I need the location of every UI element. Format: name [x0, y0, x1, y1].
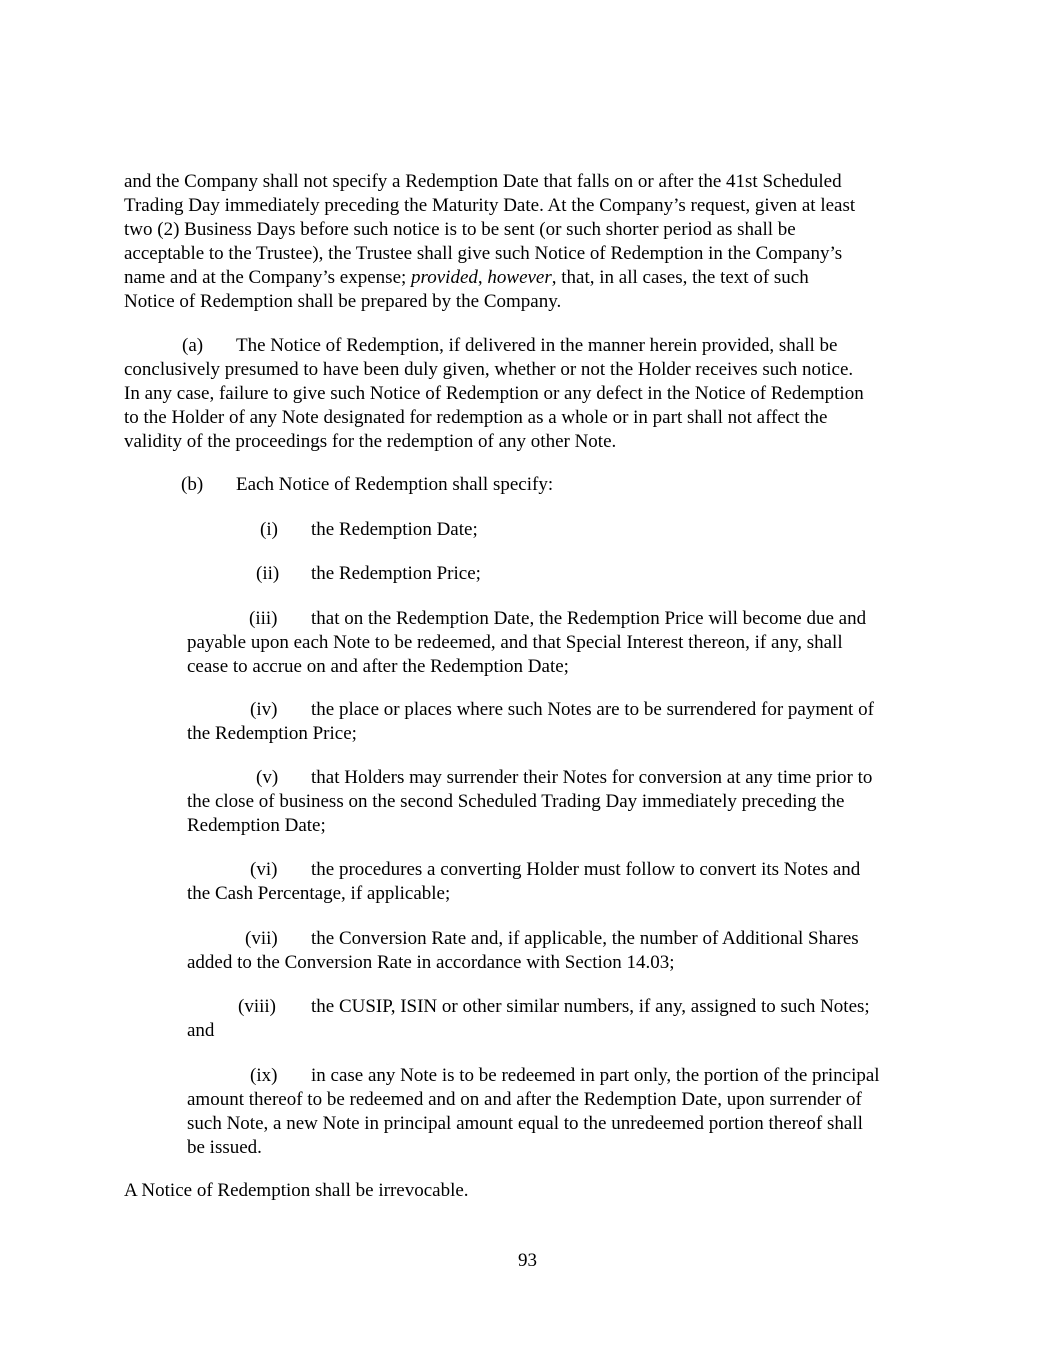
list-item-continuation: the Cash Percentage, if applicable;	[187, 883, 451, 904]
list-item-marker: (iii)	[249, 608, 278, 629]
comma: ,	[477, 267, 488, 288]
paragraph-b-marker: (b)	[181, 474, 204, 495]
list-item-continuation: added to the Conversion Rate in accordance with Section 14.03;	[187, 952, 675, 973]
opening-paragraph	[124, 170, 936, 314]
page-number: 93	[518, 1250, 537, 1271]
list-item-marker: (ix)	[250, 1065, 278, 1086]
list-item-marker: (viii)	[238, 996, 276, 1017]
paragraph-a-first-line	[124, 334, 936, 358]
list-item	[0, 766, 1055, 838]
list-item	[0, 607, 1055, 679]
list-item-continuation: Redemption Date;	[187, 815, 326, 836]
paragraph-a	[124, 334, 936, 454]
list-item-continuation: cease to accrue on and after the Redemption Date;	[187, 656, 569, 677]
list-item-text: the Redemption Price;	[311, 563, 481, 584]
paragraph-b-text: Each Notice of Redemption shall specify:	[236, 474, 554, 495]
opening-line-text: , that, in all cases, the text of such	[551, 267, 809, 288]
opening-line: Trading Day immediately preceding the Maturity Date. At the Company’s request, given at least	[124, 195, 856, 216]
list-item-continuation: amount thereof to be redeemed and on and after the Redemption Date, upon surrender of	[187, 1089, 862, 1110]
paragraph-a-line: In any case, failure to give such Notice of Redemption or any defect in the Notice of Redemption	[124, 383, 864, 404]
list-item-continuation: be issued.	[187, 1137, 262, 1158]
paragraph-a-line: to the Holder of any Note designated for redemption as a whole or in part shall not affect the	[124, 407, 828, 428]
paragraph-a-line: validity of the proceedings for the redemption of any other Note.	[124, 431, 617, 452]
list-item-text: that on the Redemption Date, the Redemption Price will become due and	[311, 608, 867, 629]
list-item-marker: (vii)	[245, 928, 278, 949]
list-item-text: the CUSIP, ISIN or other similar numbers, if any, assigned to such Notes;	[311, 996, 870, 1017]
opening-line: two (2) Business Days before such notice is to be sent (or such shorter period as shall be	[124, 219, 796, 240]
list-item	[0, 927, 1055, 975]
list-item-marker: (i)	[260, 519, 278, 540]
provided-italic: provided	[411, 267, 478, 288]
list-item-continuation: the close of business on the second Scheduled Trading Day immediately preceding the	[187, 791, 845, 812]
list-item	[0, 518, 1055, 542]
list-item-marker: (ii)	[256, 563, 280, 584]
paragraph-a-text: The Notice of Redemption, if delivered in the manner herein provided, shall be	[236, 335, 838, 356]
paragraph-a-marker: (a)	[182, 335, 204, 356]
paragraph-b	[0, 473, 1055, 497]
list-item-text: in case any Note is to be redeemed in part only, the portion of the principal	[311, 1065, 880, 1086]
opening-line: and the Company shall not specify a Redemption Date that falls on or after the 41st Scheduled	[124, 171, 842, 192]
list-item-continuation: and	[187, 1020, 215, 1041]
paragraph-a-line: conclusively presumed to have been duly given, whether or not the Holder receives such notice.	[124, 359, 854, 380]
opening-line: Notice of Redemption shall be prepared by the Company.	[124, 291, 562, 312]
however-italic: however	[487, 267, 552, 288]
list-item-continuation: payable upon each Note to be redeemed, and that Special Interest thereon, if any, shall	[187, 632, 843, 653]
list-item	[0, 1064, 1055, 1160]
opening-line: acceptable to the Trustee), the Trustee shall give such Notice of Redemption in the Company’s	[124, 243, 843, 264]
list-item-text: that Holders may surrender their Notes for conversion at any time prior to	[311, 767, 873, 788]
list-item	[0, 858, 1055, 906]
list-item	[0, 562, 1055, 586]
closing-sentence: A Notice of Redemption shall be irrevocable.	[124, 1180, 469, 1201]
list-item-text: the procedures a converting Holder must follow to convert its Notes and	[311, 859, 861, 880]
opening-line	[124, 266, 936, 290]
list-item-text: the Redemption Date;	[311, 519, 478, 540]
list-item-marker: (iv)	[250, 699, 278, 720]
list-item-continuation: such Note, a new Note in principal amount equal to the unredeemed portion thereof shall	[187, 1113, 863, 1134]
list-item-continuation: the Redemption Price;	[187, 723, 357, 744]
list-item-text: the place or places where such Notes are to be surrendered for payment of	[311, 699, 874, 720]
list-item-text: the Conversion Rate and, if applicable, the number of Additional Shares	[311, 928, 859, 949]
list-item	[0, 698, 1055, 746]
list-item-marker: (vi)	[250, 859, 278, 880]
list-item	[0, 995, 1055, 1043]
list-item-marker: (v)	[256, 767, 279, 788]
opening-line-text: name and at the Company’s expense;	[124, 267, 412, 288]
